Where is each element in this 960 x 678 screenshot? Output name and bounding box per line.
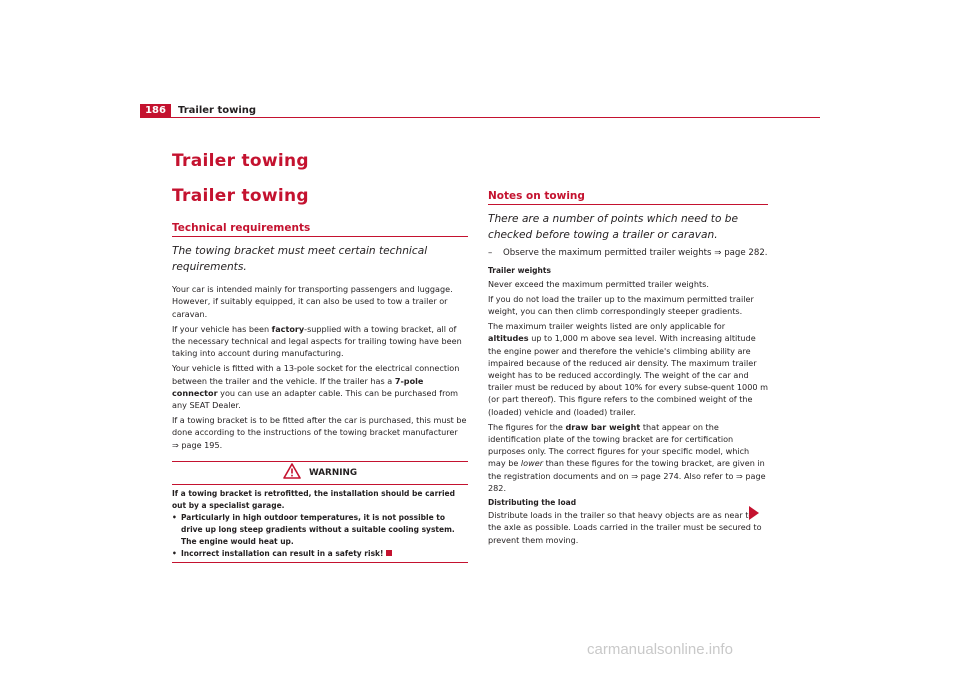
section-title: Trailer towing bbox=[172, 186, 309, 206]
chapter-title: Trailer towing bbox=[172, 151, 309, 171]
paragraph: Your car is intended mainly for transporting passengers and luggage. However, if suitably equipped, it can also be used to tow a trailer or caravan. bbox=[172, 284, 453, 319]
warning-bullet: • Incorrect installation can result in a safety risk! bbox=[172, 548, 468, 560]
paragraph: If you do not load the trailer up to the maximum permitted trailer weight, you can then climb correspondingly steeper gradients. bbox=[488, 293, 754, 317]
right-column bbox=[488, 190, 768, 549]
warning-box bbox=[172, 461, 468, 563]
paragraph: If your vehicle has been factory-supplied with a towing bracket, all of the necessary technical and legal aspects for trailing towing have been taking into account during manufacturing. bbox=[172, 323, 462, 359]
watermark-footer: carmanualsonline.info bbox=[587, 641, 733, 658]
page-reference-link[interactable]: ⇒ page 195. bbox=[172, 439, 223, 450]
warning-triangle-icon bbox=[283, 463, 301, 483]
warning-header bbox=[172, 461, 468, 485]
technical-requirements-lead: The towing bracket must meet certain technical requirements. bbox=[172, 245, 428, 274]
paragraph: The maximum trailer weights listed are only applicable for altitudes up to 1,000 m above sea level. With increasing altitude the engine power and therefore the vehicle's climbing ability are impaired because of the reduced air density. The maximum trailer weight has to be reduced accordingly. The weight of the car and trailer must be reduced by about 10% for every subse-quent 1000 m (or part thereof). This figure refers to the combined weight of the (loaded) vehicle and (loaded) trailer. bbox=[488, 321, 768, 417]
continue-arrow-icon bbox=[749, 506, 759, 520]
paragraph: The figures for the draw bar weight that appear on the identification plate of the towing bracket are for certification purposes only. The correct figures for your specific model, which may be lower than these figures for the towing bracket, are given in the registration documents and on ⇒ page 274. Also refer to ⇒ page 282. bbox=[488, 421, 766, 493]
instruction-step: – Observe the maximum permitted trailer weights ⇒ page 282. bbox=[488, 248, 768, 259]
warning-title: WARNING bbox=[308, 467, 358, 478]
notes-on-towing-lead: There are a number of points which need to be checked before towing a trailer or caravan. bbox=[488, 213, 739, 242]
left-column bbox=[172, 222, 468, 563]
running-title: Trailer towing bbox=[178, 105, 257, 116]
paragraph: If a towing bracket is to be fitted after the car is purchased, this must be done according to the instructions of the towing bracket manufacturer ⇒ page 195. bbox=[172, 415, 467, 450]
page-number: 186 bbox=[140, 104, 171, 118]
technical-requirements-heading: Technical requirements bbox=[172, 222, 468, 237]
header-rule bbox=[171, 117, 820, 118]
paragraph: Distribute loads in the trailer so that heavy objects are as near to the axle as possible. Loads carried in the trailer must be secured to prevent them moving. bbox=[488, 510, 762, 545]
trailer-weights-subheading: Trailer weights bbox=[488, 266, 551, 276]
section-end-icon bbox=[386, 550, 392, 556]
distributing-load-subheading: Distributing the load bbox=[488, 498, 577, 508]
paragraph: Your vehicle is fitted with a 13-pole socket for the electrical connection between the trailer and the vehicle. If the trailer has a 7-pole connector you can use an adapter cable. This can be purchased from any SEAT Dealer. bbox=[172, 363, 460, 411]
warning-intro: If a towing bracket is retrofitted, the installation should be carried out by a specialist garage. bbox=[172, 488, 455, 510]
notes-on-towing-heading: Notes on towing bbox=[488, 190, 768, 205]
bullet-icon: • bbox=[172, 512, 177, 522]
warning-bullet: • Particularly in high outdoor temperatures, it is not possible to drive up long steep gradients without a suitable cooling system. The engine would heat up. bbox=[172, 512, 455, 546]
warning-body bbox=[172, 485, 468, 563]
paragraph: Never exceed the maximum permitted trailer weights. bbox=[488, 278, 709, 289]
bullet-icon: • bbox=[172, 548, 177, 558]
